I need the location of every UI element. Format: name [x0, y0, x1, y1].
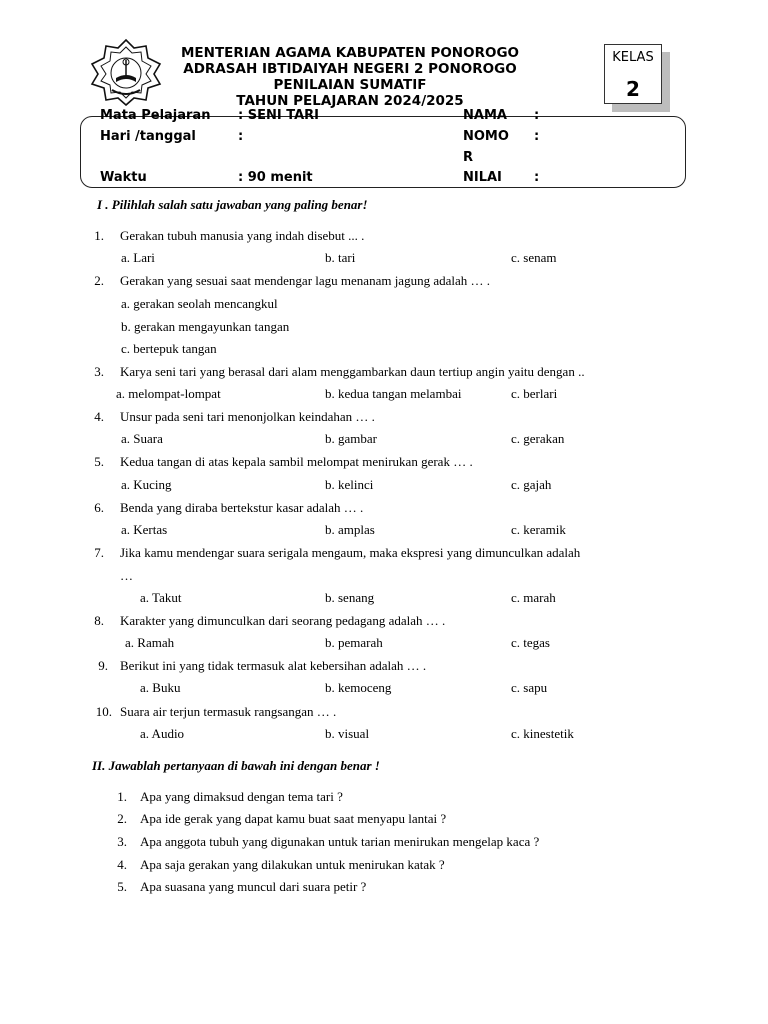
- option-a: a. Takut: [140, 590, 182, 605]
- option-a: a. Suara: [121, 431, 163, 446]
- question-number: 8.: [94, 613, 104, 628]
- option-c: c. tegas: [511, 635, 550, 650]
- question-number: 4.: [117, 857, 127, 872]
- option-a: a. Audio: [140, 726, 185, 741]
- question-text: Apa ide gerak yang dapat kamu buat saat menyapu lantai ?: [140, 811, 447, 826]
- option-a: a. gerakan seolah mencangkul: [121, 296, 278, 311]
- question-number: 1.: [94, 228, 104, 243]
- option-a: a. melompat-lompat: [116, 386, 221, 401]
- number-label-wrap: R: [463, 150, 474, 165]
- option-b: b. gerakan mengayunkan tangan: [121, 319, 290, 334]
- kelas-label: KELAS: [612, 50, 654, 65]
- option-a: a. Buku: [140, 680, 181, 695]
- option-b: b. kelinci: [325, 477, 374, 492]
- header-ministry: MENTERIAN AGAMA KABUPATEN PONOROGO: [180, 45, 520, 61]
- option-c: c. senam: [511, 250, 557, 265]
- option-c: c. keramik: [511, 522, 566, 537]
- question-number: 9.: [98, 658, 108, 673]
- question-text: Apa saja gerakan yang dilakukan untuk menirukan katak ?: [140, 857, 445, 872]
- subject-value: : SENI TARI: [238, 108, 319, 123]
- name-value: :: [534, 108, 540, 123]
- name-label: NAMA: [463, 108, 507, 123]
- option-b: b. kemoceng: [325, 680, 392, 695]
- option-c: c. berlari: [511, 386, 558, 401]
- header-year: TAHUN PELAJARAN 2024/2025: [236, 93, 464, 109]
- question-number: 1.: [117, 789, 127, 804]
- kelas-box: [604, 44, 662, 104]
- option-c: c. gajah: [511, 477, 552, 492]
- question-number: 2.: [117, 811, 127, 826]
- option-a: a. Ramah: [125, 635, 175, 650]
- option-c: c. bertepuk tangan: [121, 341, 217, 356]
- time-value: : 90 menit: [238, 170, 313, 185]
- option-c: c. kinestetik: [511, 726, 574, 741]
- option-b: b. pemarah: [325, 635, 383, 650]
- option-a: a. Kucing: [121, 477, 172, 492]
- question-number: 10.: [95, 704, 112, 719]
- question-text: Karakter yang dimunculkan dari seorang pedagang adalah … .: [120, 613, 446, 628]
- question-text-continued: …: [120, 568, 133, 583]
- question-number: 4.: [94, 409, 104, 424]
- question-text: Benda yang diraba bertekstur kasar adalah … .: [120, 500, 364, 515]
- question-text: Apa yang dimaksud dengan tema tari ?: [140, 789, 343, 804]
- header-school: ADRASAH IBTIDAIYAH NEGERI 2 PONOROGO: [183, 61, 517, 77]
- date-value: :: [238, 129, 244, 144]
- question-number: 2.: [94, 273, 104, 288]
- question-number: 5.: [117, 879, 127, 894]
- option-b: b. tari: [325, 250, 356, 265]
- question-number: 5.: [94, 454, 104, 469]
- question-number: 3.: [117, 834, 127, 849]
- question-text: Apa suasana yang muncul dari suara petir ?: [140, 879, 367, 894]
- question-text: Gerakan tubuh manusia yang indah disebut ... .: [120, 228, 365, 243]
- option-b: b. kedua tangan melambai: [325, 386, 462, 401]
- option-c: c. sapu: [511, 680, 548, 695]
- option-c: c. gerakan: [511, 431, 565, 446]
- kelas-value: 2: [626, 77, 640, 101]
- question-text: Karya seni tari yang berasal dari alam menggambarkan daun tertiup angin yaitu dengan ..: [120, 364, 585, 379]
- option-b: b. amplas: [325, 522, 375, 537]
- option-b: b. gambar: [325, 431, 377, 446]
- option-c: c. marah: [511, 590, 556, 605]
- subject-label: Mata Pelajaran: [100, 108, 211, 123]
- time-label: Waktu: [100, 170, 147, 185]
- date-label: Hari /tanggal: [100, 129, 196, 144]
- option-b: b. visual: [325, 726, 370, 741]
- question-number: 6.: [94, 500, 104, 515]
- header-assessment: PENILAIAN SUMATIF: [273, 77, 427, 93]
- question-text: Jika kamu mendengar suara serigala mengaum, maka ekspresi yang dimunculkan adalah: [120, 545, 581, 560]
- score-label: NILAI: [463, 170, 502, 185]
- section-1-title: I . Pilihlah salah satu jawaban yang paling benar!: [97, 197, 368, 212]
- number-value: :: [534, 129, 540, 144]
- question-text: Suara air terjun termasuk rangsangan … .: [120, 704, 337, 719]
- question-number: 3.: [94, 364, 104, 379]
- option-b: b. senang: [325, 590, 375, 605]
- question-number: 7.: [94, 545, 104, 560]
- option-a: a. Lari: [121, 250, 155, 265]
- student-info-box: [80, 116, 686, 188]
- section-2-title: II. Jawablah pertanyaan di bawah ini dengan benar !: [92, 758, 380, 773]
- score-value: :: [534, 170, 540, 185]
- question-text: Unsur pada seni tari menonjolkan keindahan … .: [120, 409, 375, 424]
- number-label: NOMO: [463, 129, 509, 144]
- question-text: Kedua tangan di atas kepala sambil melompat menirukan gerak … .: [120, 454, 473, 469]
- question-text: Gerakan yang sesuai saat mendengar lagu menanam jagung adalah … .: [120, 273, 490, 288]
- question-text: Berikut ini yang tidak termasuk alat kebersihan adalah … .: [120, 658, 427, 673]
- option-a: a. Kertas: [121, 522, 168, 537]
- question-text: Apa anggota tubuh yang digunakan untuk tarian menirukan mengelap kaca ?: [140, 834, 540, 849]
